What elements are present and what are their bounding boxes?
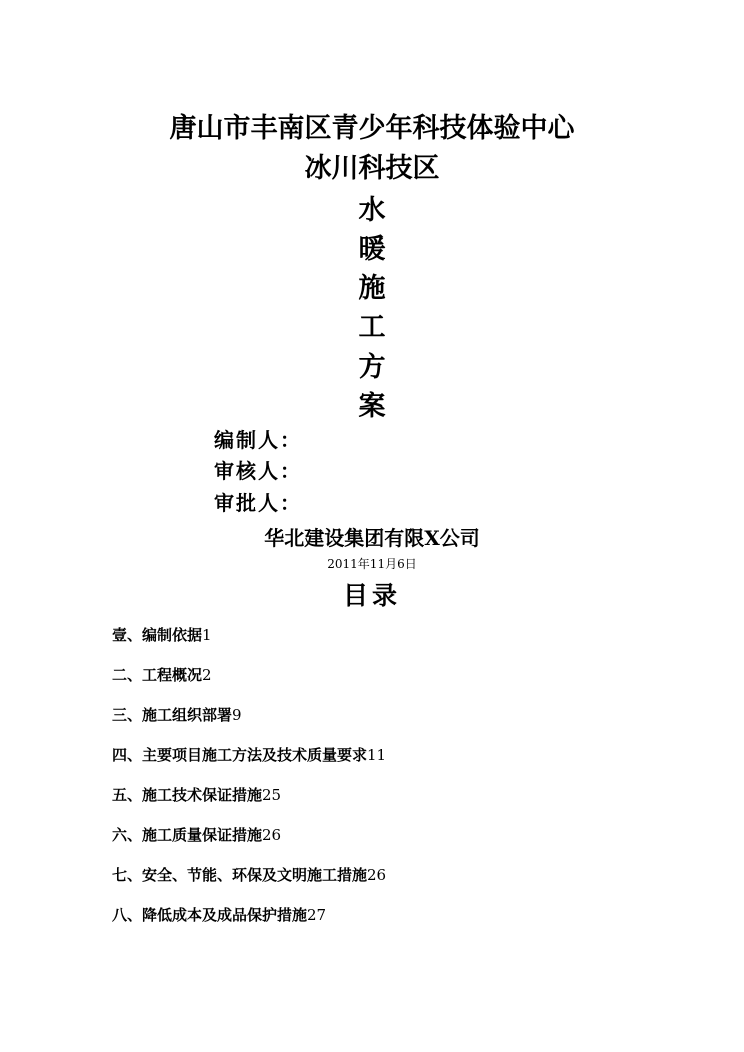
toc-item[interactable] — [112, 745, 386, 765]
vertical-title-char: 施 — [358, 273, 386, 304]
toc-item-page: 11 — [367, 746, 387, 764]
toc-item[interactable] — [112, 705, 242, 725]
toc-item[interactable] — [112, 865, 386, 885]
toc-item-label: 五、施工技术保证措施 — [112, 786, 263, 804]
toc-item-page: 26 — [367, 866, 387, 884]
toc-item-label: 三、施工组织部署 — [112, 706, 233, 724]
toc-heading: 目录 — [342, 581, 401, 610]
toc-item-page: 9 — [232, 706, 242, 724]
project-title: 唐山市丰南区青少年科技体验中心 — [169, 113, 575, 144]
document-date: 2011年11月6日 — [327, 557, 417, 571]
toc-item-label: 八、降低成本及成品保护措施 — [112, 906, 308, 924]
toc-item-page: 1 — [202, 626, 212, 644]
toc-item-page: 2 — [202, 666, 212, 684]
toc-item[interactable] — [112, 665, 212, 685]
toc-item[interactable] — [112, 825, 281, 845]
toc-item-page: 27 — [307, 906, 327, 924]
vertical-title-char: 暖 — [358, 234, 386, 265]
toc-item-label: 四、主要项目施工方法及技术质量要求 — [112, 746, 368, 764]
toc-item-label: 壹、编制依据 — [112, 626, 203, 644]
reviewer-label: 审核人： — [214, 459, 302, 483]
compiler-label: 编制人： — [214, 428, 302, 452]
toc-item[interactable] — [112, 785, 281, 805]
area-title: 冰川科技区 — [304, 153, 440, 184]
toc-item[interactable] — [112, 625, 212, 645]
toc-item-page: 26 — [262, 826, 282, 844]
vertical-title-char: 方 — [358, 352, 386, 383]
toc-item-page: 25 — [262, 786, 282, 804]
toc-item-label: 六、施工质量保证措施 — [112, 826, 263, 844]
toc-item-label: 七、安全、节能、环保及文明施工措施 — [112, 866, 368, 884]
vertical-title-char: 水 — [358, 195, 386, 226]
toc-item-label: 二、工程概况 — [112, 666, 203, 684]
vertical-title-char: 工 — [358, 312, 386, 343]
company-name: 华北建设集团有限X公司 — [264, 526, 480, 550]
toc-item[interactable] — [112, 905, 326, 925]
vertical-title-char: 案 — [358, 391, 386, 422]
approver-label: 审批人： — [214, 491, 302, 515]
